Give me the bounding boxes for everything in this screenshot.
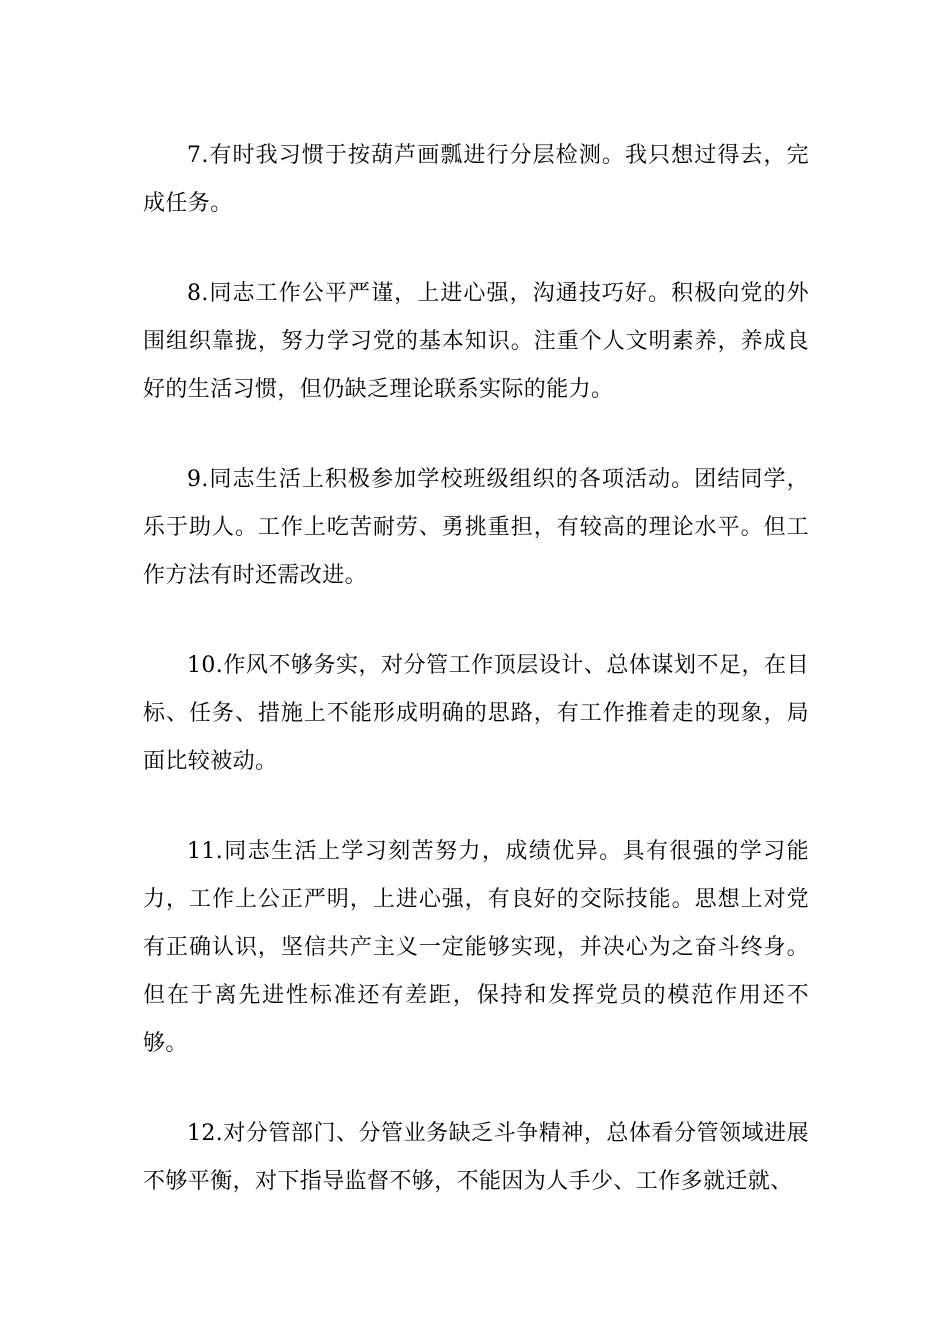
paragraph-11: 11.同志生活上学习刻苦努力，成绩优异。具有很强的学习能力，工作上公正严明，上进心强，有良好的交际技能。思想上对党有正确认识，坚信共产主义一定能够实现，并决心为之奋斗终身。但在于离先进性标准还有差距，保持和发挥党员的模范作用还不够。 <box>143 839 809 1056</box>
paragraph-12: 12.对分管部门、分管业务缺乏斗争精神，总体看分管领域进展不够平衡，对下指导监督不够，不能因为人手少、工作多就迁就、 <box>143 1121 809 1194</box>
paragraph-9: 9.同志生活上积极参加学校班级组织的各项活动。团结同学，乐于助人。工作上吃苦耐劳、勇挑重担，有较高的理论水平。但工作方法有时还需改进。 <box>143 467 809 588</box>
document-body <box>143 132 809 1248</box>
paragraph-10: 10.作风不够务实，对分管工作顶层设计、总体谋划不足，在目标、任务、措施上不能形成明确的思路，有工作推着走的现象，局面比较被动。 <box>143 653 809 774</box>
paragraph-7: 7.有时我习惯于按葫芦画瓢进行分层检测。我只想过得去，完成任务。 <box>143 143 809 216</box>
paragraph-8: 8.同志工作公平严谨，上进心强，沟通技巧好。积极向党的外围组织靠拢，努力学习党的基本知识。注重个人文明素养，养成良好的生活习惯，但仍缺乏理论联系实际的能力。 <box>143 281 809 402</box>
